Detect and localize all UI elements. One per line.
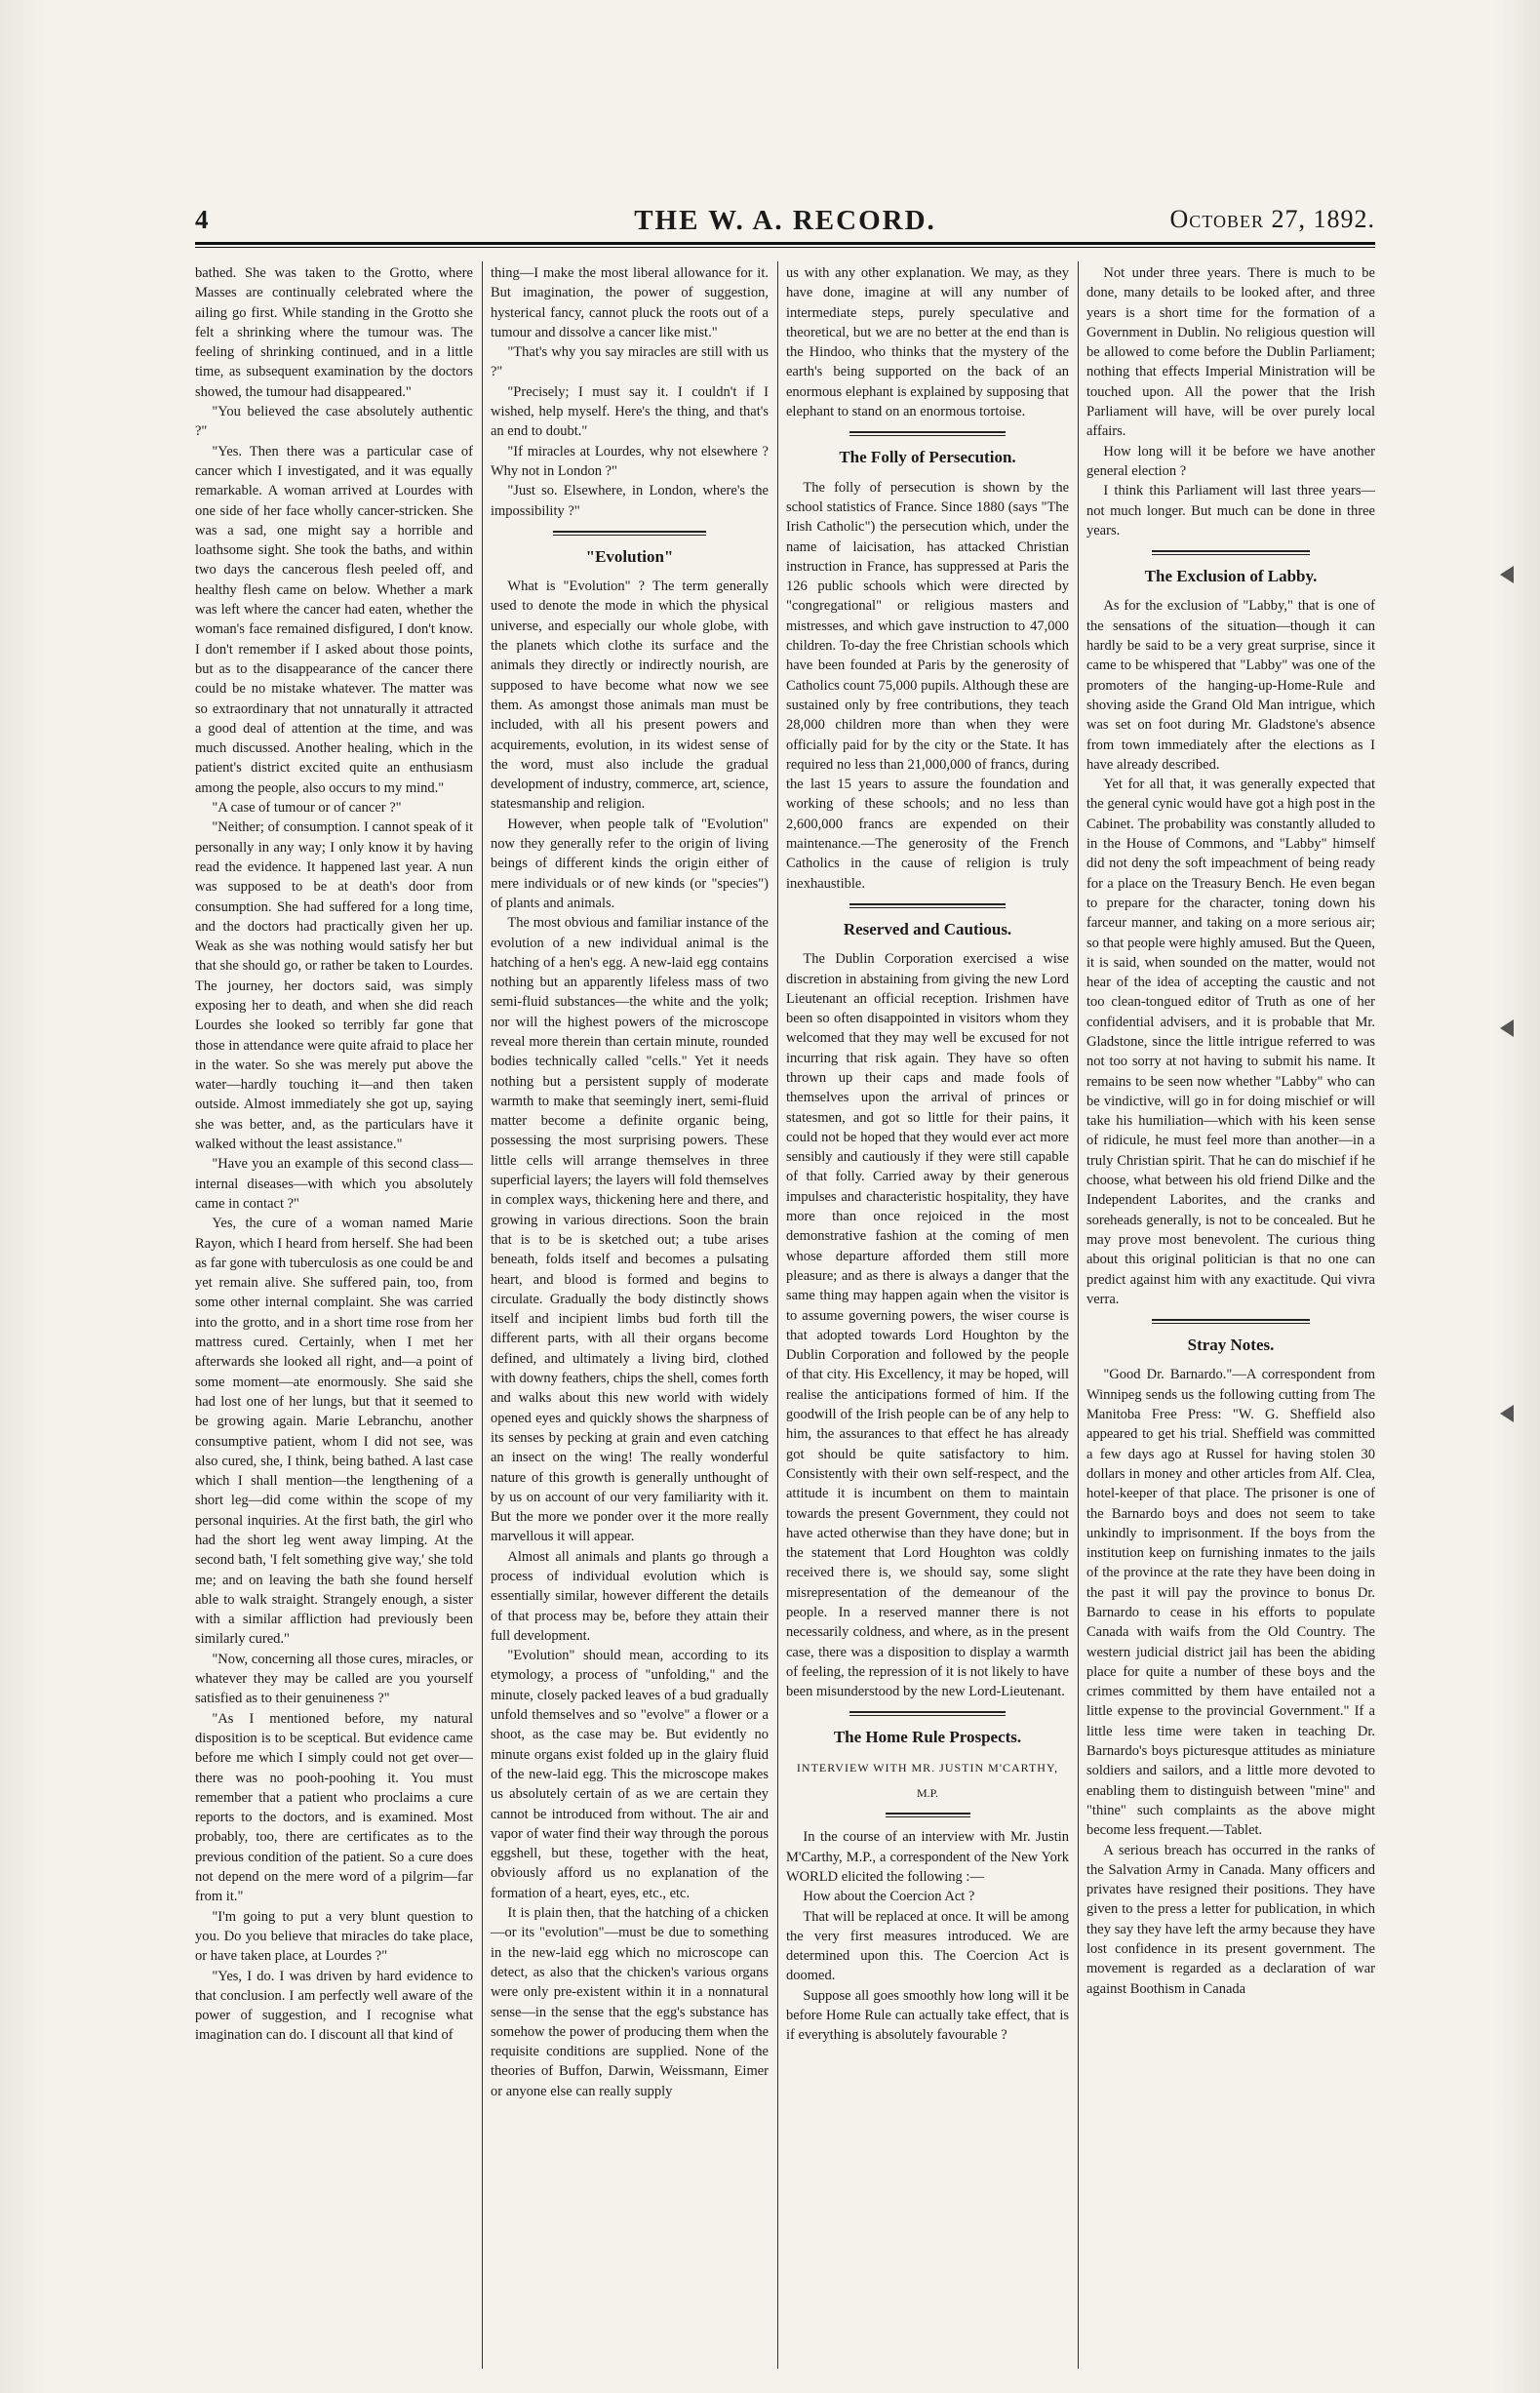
article-paragraph: Suppose all goes smoothly how long will it be before Home Rule can actually take effect, that is if everything is absolutely favourable ? — [786, 1987, 1069, 2044]
article-paragraph: "I'm going to put a very blunt question to you. Do you believe that miracles do take place, or have taken place, at Lourdes ?" — [195, 1908, 473, 1965]
issue-date: October 27, 1892. — [1169, 205, 1375, 233]
section-separator — [1152, 550, 1311, 555]
article-paragraph: "Just so. Elsewhere, in London, where's the impossibility ?" — [491, 483, 769, 519]
article-paragraph: "That's why you say miracles are still with us ?" — [491, 344, 769, 380]
section-separator — [849, 1711, 1006, 1716]
column-3 — [786, 263, 1069, 2361]
column-divider — [1078, 261, 1079, 2369]
article-paragraph: "You believed the case absolutely authentic ?" — [195, 404, 473, 440]
article-paragraph: "As I mentioned before, my natural disposition is to be sceptical. But evidence came before me which I simply could not get over—there was no pooh-poohing it. You must remember that a patient who proclaims a cure reports to the doctors, and is examined. Most probably, too, there are certificates as to the previous condition of the patient. So a cure does not depend on the mere word of a pilgrim—far from it." — [195, 1710, 473, 1905]
article-paragraph: Yes, the cure of a woman named Marie Rayon, which I heard from herself. She had been as far gone with tuberculosis as one could be and yet remain alive. She suffered pain, too, from some other internal complaint. She was carried into the grotto, and in a short time rose from her mattress cured. Certainly, when I met her afterwards she looked all right, and—a point of some moment—ate enormously. She said she had lost one of her lungs, but that it seemed to be growing again. Marie Lebranchu, another consumptive patient, whom I did not see, was also cured, she, I think, being bathed. A last case which I shall mention—the lengthening of a short leg—did come within the scope of my personal inquiries. At the first bath, the girl who had the short leg went away limping. At the second bath, 'I felt something give way,' she told me; and on leaving the bath she found herself able to walk straight. Strangely enough, a sister with a similar affliction had previously been similarly cured." — [195, 1216, 473, 1648]
article-paragraph: How long will it be before we have another general election ? — [1086, 443, 1375, 479]
column-divider — [482, 261, 483, 2369]
article-paragraph: That will be replaced at once. It will be among the very first measures introduced. We are determined upon this. The Coercion Act is doomed. — [786, 1908, 1069, 1984]
section-separator — [553, 531, 706, 536]
article-paragraph: "Precisely; I must say it. I couldn't if I wished, help myself. Here's the thing, and that's an end to doubt." — [491, 383, 769, 440]
article-paragraph: "Yes, I do. I was driven by hard evidence to that conclusion. I am perfectly well aware of the power of suggestion, and I recognise what imagination can do. I discount all that kind of — [195, 1968, 473, 2044]
article-paragraph: As for the exclusion of "Labby," that is one of the sensations of the situation—though it can hardly be said to be a very great surprise, since it came to be whispered that "Labby" was one of the promoters of the hanging-up-Home-Rule and shoving aside the Grand Old Man intrigue, which was set on foot during Mr. Gladstone's absence from town immediately after the elections as I have already described. — [1086, 598, 1375, 773]
newspaper-title: THE W. A. RECORD. — [634, 205, 936, 236]
heading-exclusion-of-labby: The Exclusion of Labby. — [1144, 567, 1318, 586]
article-paragraph: It is plain then, that the hatching of a chicken—or its "evolution"—must be due to something in the new-laid egg which no microscope can detect, as also that the chicken's various organs were only pre-existent within it in a nonnatural sense—in the sense that the egg's substance has somehow the power of producing them when the requisite conditions are supplied. None of the theories of Buffon, Darwin, Weissmann, Eimer or anyone else can really supply — [491, 1905, 769, 2099]
heading-folly-of-persecution: The Folly of Persecution. — [839, 448, 1016, 467]
article-paragraph: "Evolution" should mean, according to its etymology, a process of "unfolding," and the minute, closely packed leaves of a bud gradually unfold themselves and so "evolve" a flower or a shoot, as the case may be. But evidently no minute organs exist folded up in the glairy fluid of the new-laid egg. This the microscope makes us absolutely certain of as we are certain they cannot be introduced from without. The air and vapor of water find their way through the porous eggshell, but these, together with the heat, obviously afford us no explanation of the formation of a heart, eyes, etc., etc. — [491, 1648, 769, 1901]
interview-subheading-mp: M.P. — [916, 1786, 938, 1801]
article-paragraph: The most obvious and familiar instance of the evolution of a new individual animal is the hatching of a hen's egg. A new-laid egg contains nothing but an apparently lifeless mass of two semi-fluid substances—the white and the yolk; nor will the highest powers of the microscope reveal more therein than certain minute, rounded bodies technically called "cells." Yet it needs nothing but a persistent supply of moderate warmth to make that seemingly inert, semi-fluid matter become a definite organic being, possessing the most surprising powers. These little cells will arrange themselves in three superficial layers; the layers will fold themselves in complex ways, thickening here and there, and growing in various directions. Soon the brain that is to be is sketched out; a tube arises beneath, folds itself and becomes a pulsating heart, and blood is formed and begins to circulate. Gradually the body distinctly shows itself and incipient limbs bud forth till the different parts, with all their organs become defined, and ultimately a living bird, clothed with downy feathers, chips the shell, comes forth and walks about this new world with widely opened eyes and quickly shows the sharpness of its senses by pecking at grain and even catching an insect on the wing! The really wonderful nature of this growth is generally unthought of by us on account of our very familiarity with it. But the more we ponder over it the more really marvellous it will appear. — [491, 915, 769, 1545]
section-separator — [849, 903, 1006, 908]
margin-mark-icon — [1500, 566, 1514, 583]
heading-evolution: "Evolution" — [585, 546, 674, 566]
column-2 — [491, 263, 769, 2361]
section-separator — [849, 431, 1006, 436]
article-paragraph: The folly of persecution is shown by the school statistics of France. Since 1880 (says "The Irish Catholic") the persecution which, under the name of laicisation, has attacked Christian instruction in France, has suppressed at Paris the 126 public schools which were directed by "congregational" or religious masters and mistresses, and which gave instruction to 47,000 children. To-day the free Christian schools which have been founded at Paris by the generosity of Catholics count 75,000 pupils. Although these are sustained only by free contributions, they teach 28,000 children more than when they were officially paid for by the city or the State. It has required no less than 21,000,000 of francs, during the last 15 years to assure the foundation and working of these schools; and no less than 2,600,000 francs are expended on their maintenance.—The generosity of the French Catholics in the cause of religion is truly inexhaustible. — [786, 479, 1069, 892]
heading-home-rule-prospects: The Home Rule Prospects. — [833, 1728, 1022, 1747]
article-paragraph: I think this Parliament will last three years—not much longer. But much can be done in three years. — [1086, 483, 1375, 538]
masthead — [195, 205, 1375, 234]
section-separator — [1152, 1319, 1311, 1324]
page-number: 4 — [195, 205, 209, 234]
column-divider — [777, 261, 778, 2369]
article-paragraph: "If miracles at Lourdes, why not elsewhere ? Why not in London ?" — [491, 443, 769, 479]
article-paragraph: "Have you an example of this second class—internal diseases—with which you absolutely came in contact ?" — [195, 1156, 473, 1212]
article-paragraph: "Good Dr. Barnardo."—A correspondent from Winnipeg sends us the following cutting from The Manitoba Free Press: "W. G. Sheffield also appeared to get his trial. Sheffield was committed a few days ago at Russel for having stolen 30 dollars in money and other articles from Alf. Clea, hotel-keeper of that place. The prisoner is one of the Barnardo boys and does not seem to take unkindly to imprisonment. If the boys from the institution keep on furnishing inmates to the jails of the province at the rate they have been doing in the past it will pay the province to bonus Dr. Barnardo to cease in his efforts to populate Canada with waifs from the Old Country. The western judicial district jail has been the abiding place for quite a number of these boys and the crimes committed by them have entailed not a little expense to the provincial Government." If a little less time were taken in teaching Dr. Barnardo's boys picturesque attitudes as miniature soldiers and sailors, and a little more devoted to enabling them to distinguish between "mine" and "thine" such complaints as the above might become less frequent.—Tablet. — [1086, 1367, 1375, 1839]
section-separator — [886, 1813, 970, 1817]
article-paragraph: The Dublin Corporation exercised a wise discretion in abstaining from giving the new Lord Lieutenant an official reception. Irishmen have been so often disappointed in visitors whom they welcomed that they may well be excused for not incurring that risk again. They have so often thrown up their caps and made fools of themselves upon the arrival of princes or statesmen, and got so little for their pains, it could not be hoped that they would ever act more sensibly and cautiously if they were still capable of that folly. Carried away by their generous impulses and characteristic hospitality, they have more than once rejoiced in the most demonstrative fashion at the coming of men whose departure afforded them still more pleasure; and as there is always a danger that the same thing may happen again when the visitor is to assume governing powers, the wiser course is that adopted towards Lord Houghton by the Dublin Corporation and followed by the people of that city. His Excellency, it may be hoped, will realise the anticipations formed of him. If the goodwill of the Irish people can be of any help to him, the assurances to that effect he has already got should be quite satisfactory to him. Consistently with their own self-respect, and the attitude it is incumbent on them to maintain towards the present Government, they could not have acted otherwise than they have done; but in the statement that Lord Houghton was coldly received there is, we should say, some slight misrepresentation of the demeanour of the people. In a reserved manner there is not necessarily coldness, and where, as in the present case, there was a disposition to display a warmth of feeling, the repression of it is not likely to have been misunderstood by the new Lord-Lieutenant. — [786, 951, 1069, 1700]
article-paragraph: "Yes. Then there was a particular case of cancer which I investigated, and it was equally remarkable. A woman arrived at Lourdes with one side of her face wholly cancer-stricken. She was a sad, one might say a horrible and loathsome sight. She took the baths, and within two days the cancerous flesh peeled off, and healthy flesh came on below. Whether a mark was left where the cancer had eaten, whether the woman's face remained disfigured, I don't know. I don't remember if I asked about those points, but as to the disappearance of the cancer there could be no mistake whatever. The matter was so extraordinary that not unnaturally it attracted a good deal of attention at the time, and was much discussed. Another healing, which in the patient's district excited quite an enthusiasm among the people, also occurs to my mind." — [195, 443, 473, 796]
article-paragraph: However, when people talk of "Evolution" now they generally refer to the origin of living beings of different kinds the origin either of mere individuals or of new kinds (or "species") of plants and animals. — [491, 816, 769, 911]
heading-stray-notes: Stray Notes. — [1187, 1336, 1275, 1355]
column-1 — [195, 263, 473, 2361]
interview-subheading: INTERVIEW WITH MR. JUSTIN M'CARTHY, — [796, 1760, 1059, 1775]
margin-mark-icon — [1500, 1405, 1514, 1422]
article-paragraph: How about the Coercion Act ? — [803, 1889, 975, 1905]
article-paragraph: bathed. She was taken to the Grotto, where Masses are continually celebrated where the ailing go first. While standing in the Grotto she felt a shrinking where the tumour was. The feeling of shrinking continued, and in a little time, as subsequent examination by the doctors showed, the tumour had disappeared." — [195, 265, 473, 400]
article-paragraph: us with any other explanation. We may, as they have done, imagine at will any number of intermediate steps, purely speculative and theoretical, but we are no better at the end than is the Hindoo, who thinks that the mystery of the earth's being supported on the back of an enormous elephant is explained by supposing that elephant to stand on an enormous tortoise. — [786, 265, 1069, 420]
article-paragraph: "Neither; of consumption. I cannot speak of it personally in any way; I only know it by having read the evidence. It happened last year. A nun was supposed to be at death's door from consumption. She had suffered for a long time, and the doctors had practically given her up. Weak as she was nothing would satisfy her but that she should go, or rather be taken to Lourdes. The journey, her doctors said, was simply exposing her to death, and when she did reach Lourdes she looked so terribly far gone that those in attendance were quite afraid to place her in the water. So she was merely put above the water—hardly touching it—and then taken outside. Almost immediately she got up, saying she was better, and, as the particulars have it walked without the least assistance." — [195, 819, 473, 1153]
column-4 — [1086, 263, 1375, 2361]
article-paragraph: Not under three years. There is much to be done, many details to be looked after, and three years is a short time for the formation of a Government in Dublin. No religious question will be allowed to come before the Dublin Parliament; nothing that effects Imperial Ministration will be touched upon. All the power that the Irish Parliament will have, will be over purely local affairs. — [1086, 265, 1375, 440]
article-paragraph: In the course of an interview with Mr. Justin M'Carthy, M.P., a correspondent of the New York WORLD elicited the following :— — [786, 1829, 1069, 1885]
article-paragraph: What is "Evolution" ? The term generally used to denote the mode in which the physical universe, and especially our whole globe, with the planets which clothe its surface and the animals they directly or indirectly nourish, are supposed to have become what now we see them. As amongst those animals man must be included, with all his present powers and acquirements, evolution, in its widest sense of the word, must also include the gradual development of industry, commerce, art, science, statesmanship and religion. — [491, 578, 769, 813]
article-paragraph: thing—I make the most liberal allowance for it. But imagination, the power of suggestion, hysterical fancy, cannot pluck the roots out of a tumour and dissolve a cancer like mist." — [491, 265, 769, 340]
margin-mark-icon — [1500, 1019, 1514, 1037]
article-paragraph: Yet for all that, it was generally expected that the general cynic would have got a high post in the Cabinet. The probability was constantly alluded to in the House of Commons, and "Labby" himself did not deny the soft impeachment of being ready for a place on the Treasury Bench. He even began to prepare for the character, toning down his farceur manner, and taking on a more serious air; so that people were highly amused. But the Queen, it is said, when sounded on the matter, would not hear of the idea of accepting the caustic and not too clean-tongued editor of Truth as one of her confidential advisers, and it is probable that Mr. Gladstone, since the little intrigue referred to was not too sorry at not having to submit his name. It remains to be seen now whether "Labby" who can be vindictive, will go in for doing mischief or will take his humiliation—which with his keen sense of ridicule, he must feel more than another—in a truly Christian spirit. That he can do mischief if he choose, what between his old friend Dilke and the Independent Laborites, and the cranks and soreheads generally, is not to be concealed. But he may prove most benevolent. The curious thing about this original politician is that no one can predict against him with any exactitude. Qui vivra verra. — [1086, 777, 1375, 1307]
article-paragraph: A serious breach has occurred in the ranks of the Salvation Army in Canada. Many officers and privates have resigned their positions. They have given to the press a letter for publication, in which they say they have left the army because they have lost confidence in its present government. The movement is regarded as a declaration of war against Boothism in Canada — [1086, 1842, 1375, 1997]
heading-reserved-and-cautious: Reserved and Cautious. — [843, 919, 1012, 938]
article-paragraph: "Now, concerning all those cures, miracles, or whatever they may be called are you yourself satisfied as to their genuineness ?" — [195, 1651, 473, 1707]
masthead-rule — [195, 242, 1375, 248]
article-paragraph: Almost all animals and plants go through a process of individual evolution which is essentially similar, however different the details of that process may be, before they attain their full development. — [491, 1548, 769, 1644]
article-paragraph: "A case of tumour or of cancer ?" — [212, 800, 402, 817]
